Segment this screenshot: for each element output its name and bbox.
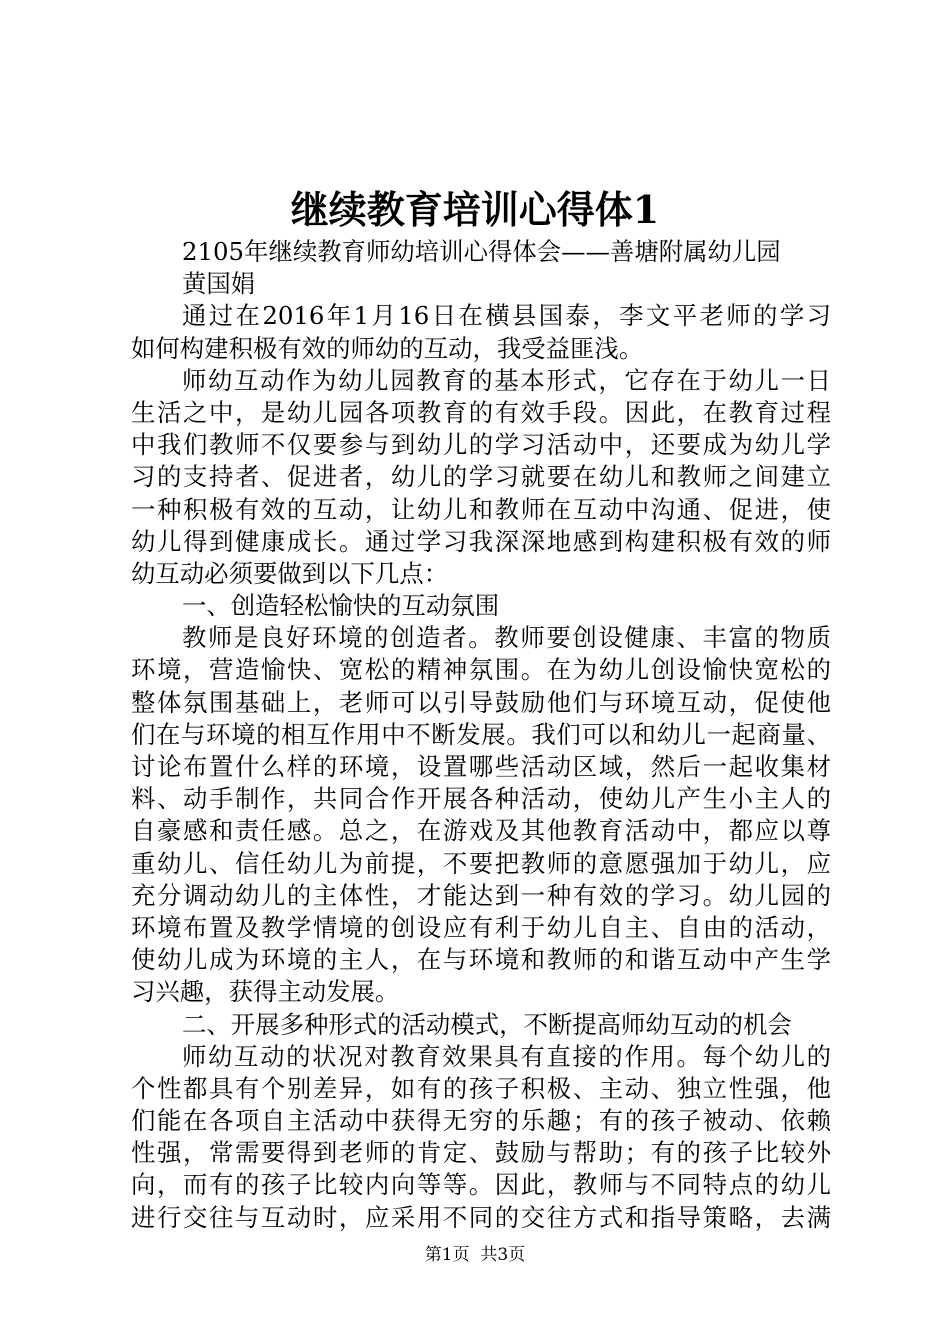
paragraph-line: 如何构建积极有效的师幼的互动，我受益匪浅。: [131, 333, 644, 363]
paragraph-line: 师幼互动的状况对教育效果具有直接的作用。每个幼儿的: [182, 1041, 831, 1071]
paragraph-line: 习的支持者、促进者，幼儿的学习就要在幼儿和教师之间建立: [131, 462, 831, 492]
paragraph-line: 幼儿得到健康成长。通过学习我深深地感到构建积极有效的师: [131, 526, 831, 556]
subtitle-line: 2105年继续教育师幼培训心得体会——善塘附属幼儿园: [182, 237, 781, 266]
paragraph-line: 向，而有的孩子比较内向等等。因此，教师与不同特点的幼儿: [131, 1170, 831, 1200]
document-title: 继续教育培训心得体1: [290, 187, 660, 232]
paragraph-line: 一种积极有效的互动，让幼儿和教师在互动中沟通、促进，使: [131, 494, 831, 524]
paragraph-line: 习兴趣，获得主动发展。: [131, 977, 400, 1007]
paragraph-line: 自豪感和责任感。总之，在游戏及其他教育活动中，都应以尊: [131, 816, 831, 846]
paragraph-line: 重幼儿、信任幼儿为前提，不要把教师的意愿强加于幼儿，应: [131, 848, 831, 878]
document-body: [131, 236, 831, 1234]
paragraph-line: 环境布置及教学情境的创设应有利于幼儿自主、自由的活动，: [131, 912, 831, 942]
paragraph-line: 教师是良好环境的创造者。教师要创设健康、丰富的物质: [182, 623, 831, 653]
paragraph-line: 通过在2016年1月16日在横县国泰，李文平老师的学习: [182, 301, 831, 331]
paragraph-line: 中我们教师不仅要参与到幼儿的学习活动中，还要成为幼儿学: [131, 430, 831, 460]
paragraph-line: 讨论布置什么样的环境，设置哪些活动区域，然后一起收集材: [131, 752, 831, 781]
page-footer: 第1页 共3页: [424, 1245, 526, 1265]
section-heading: 一、创造轻松愉快的互动氛围: [182, 591, 500, 621]
paragraph-line: 们在与环境的相互作用中不断发展。我们可以和幼儿一起商量、: [131, 719, 831, 749]
paragraph-line: 师幼互动作为幼儿园教育的基本形式，它存在于幼儿一日: [182, 365, 831, 395]
paragraph-line: 性强，常需要得到老师的肯定、鼓励与帮助；有的孩子比较外: [131, 1138, 831, 1168]
paragraph-line: 环境，营造愉快、宽松的精神氛围。在为幼儿创设愉快宽松的: [131, 655, 831, 685]
paragraph-line: 幼互动必须要做到以下几点：: [131, 558, 449, 588]
paragraph-line: 整体氛围基础上，老师可以引导鼓励他们与环境互动，促使他: [131, 687, 831, 717]
paragraph-line: 充分调动幼儿的主体性，才能达到一种有效的学习。幼儿园的: [131, 880, 831, 910]
paragraph-line: 进行交往与互动时，应采用不同的交往方式和指导策略，去满: [131, 1202, 831, 1232]
paragraph-line: 生活之中，是幼儿园各项教育的有效手段。因此，在教育过程: [131, 397, 831, 427]
paragraph-line: 个性都具有个别差异，如有的孩子积极、主动、独立性强，他: [131, 1073, 831, 1103]
paragraph-line: 料、动手制作，共同合作开展各种活动，使幼儿产生小主人的: [131, 784, 831, 814]
section-heading: 二、开展多种形式的活动模式，不断提高师幼互动的机会: [182, 1009, 792, 1039]
author-line: 黄国娟: [182, 269, 256, 299]
paragraph-line: 使幼儿成为环境的主人，在与环境和教师的和谐互动中产生学: [131, 945, 831, 975]
paragraph-line: 们能在各项自主活动中获得无穷的乐趣；有的孩子被动、依赖: [131, 1106, 831, 1136]
